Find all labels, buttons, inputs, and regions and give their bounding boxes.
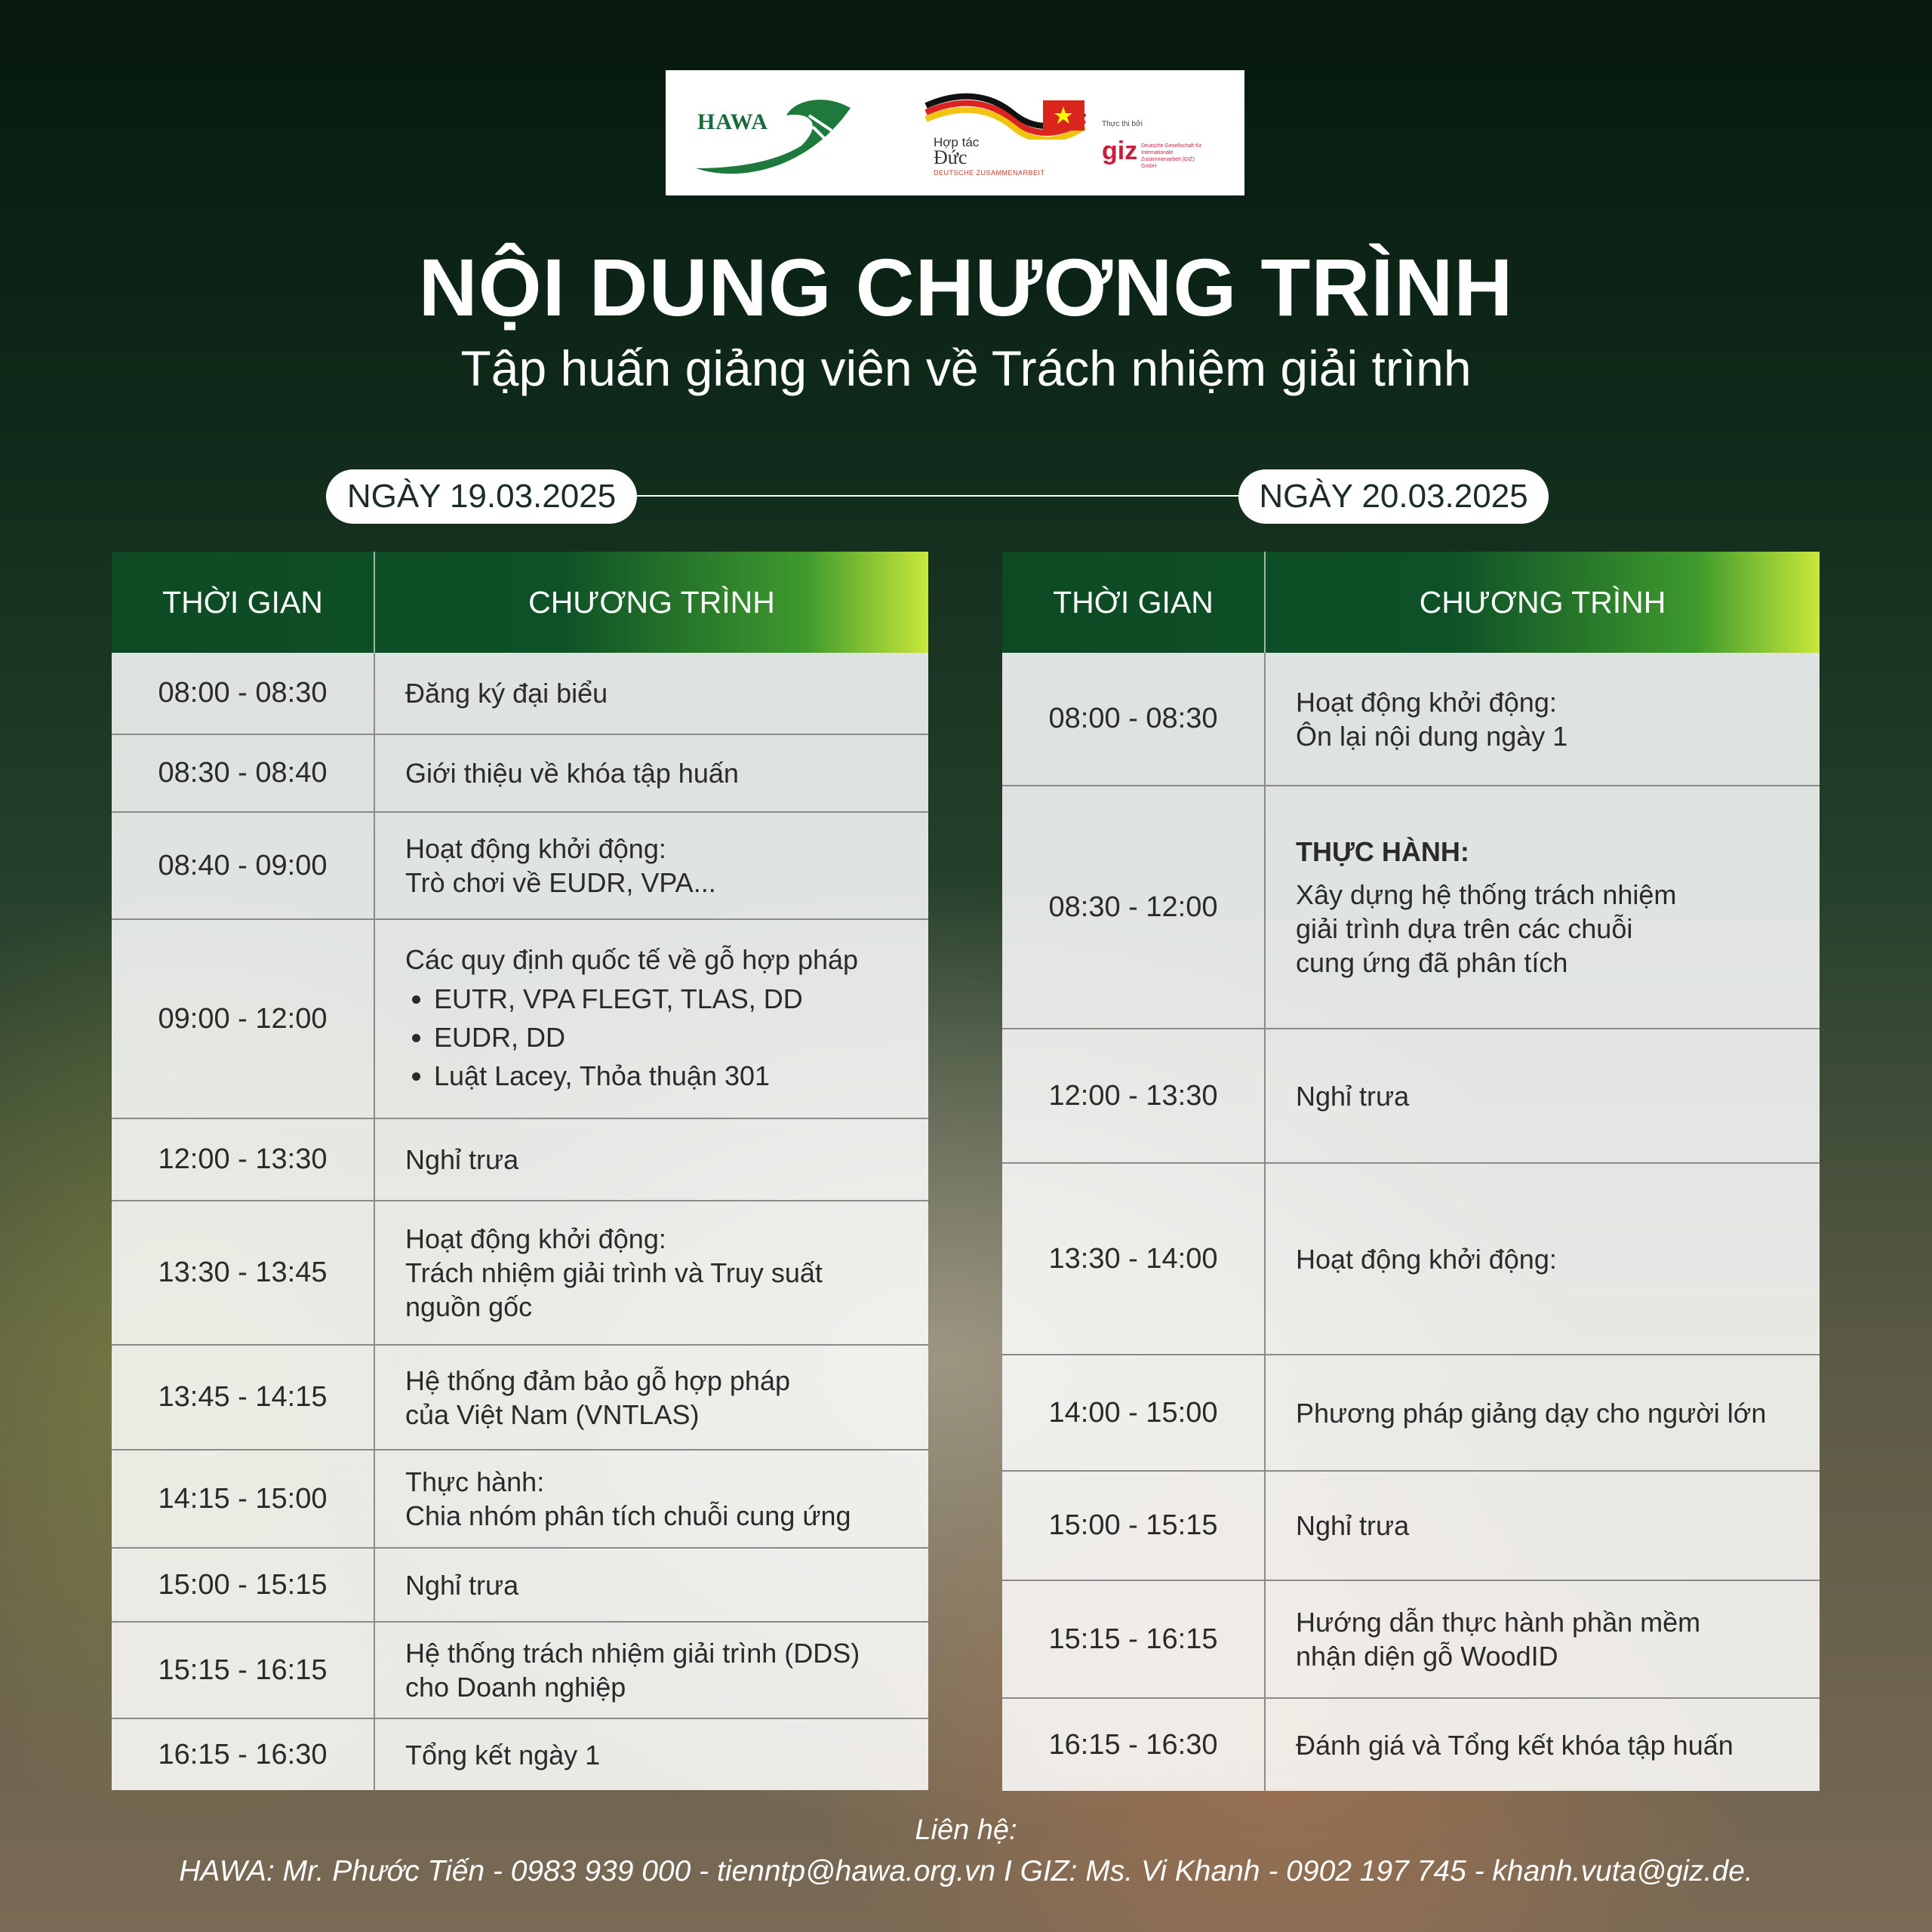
program-cell [375,1346,928,1449]
program-line: nguồn gốc [405,1291,533,1322]
time-cell: 12:00 - 13:30 [1002,1029,1266,1162]
program-cell [1266,1164,1820,1354]
giz-full-name: Deutsche Gesellschaft für Internationale Zusammenarbeit (GIZ) GmbH [1141,143,1202,169]
program-cell [375,920,928,1118]
hoptac-line1: Hợp tác [934,135,980,149]
program-line: Thực hành: [405,1466,545,1497]
time-cell: 13:30 - 14:00 [1002,1164,1266,1354]
table-row [112,811,928,918]
table-row [112,653,928,734]
program-cell [375,1201,928,1344]
giz-logo: giz [1102,137,1138,165]
program-line: Nghỉ trưa [405,1569,519,1601]
time-cell: 14:00 - 15:00 [1002,1355,1266,1470]
program-line: Chia nhóm phân tích chuỗi cung ứng [405,1500,851,1531]
program-line: Ôn lại nội dung ngày 1 [1296,720,1568,752]
time-cell: 08:30 - 08:40 [112,735,375,811]
header-time: THỜI GIAN [112,552,375,653]
contact-label: Liên hệ: [915,1814,1017,1846]
day2-schedule-table [1002,552,1820,1791]
program-line: Nghỉ trưa [405,1144,519,1175]
program-line: Đăng ký đại biểu [405,678,608,709]
table-row [1002,1162,1820,1354]
table-row [112,1718,928,1790]
program-line: Nghỉ trưa [1296,1510,1410,1541]
program-line: Hoạt động khởi động: [1296,1243,1557,1275]
time-cell: 15:15 - 16:15 [112,1623,375,1718]
program-line: Hệ thống đảm bảo gỗ hợp pháp [405,1364,790,1396]
table-body [112,653,928,1790]
program-cell [1266,1699,1820,1791]
table-row [1002,1470,1820,1580]
table-row [112,1118,928,1200]
table-row [1002,1697,1820,1791]
program-line: Hoạt động khởi động: [1296,686,1557,718]
program-line: Các quy định quốc tế về gỗ hợp pháp [405,944,859,975]
time-cell: 08:00 - 08:30 [112,653,375,734]
program-cell [375,735,928,811]
program-heading: THỰC HÀNH: [1296,836,1469,867]
table-row [1002,653,1820,785]
time-cell: 15:00 - 15:15 [1002,1472,1266,1580]
time-cell: 15:15 - 16:15 [1002,1581,1266,1697]
program-line: Hướng dẫn thực hành phần mềm [1296,1607,1701,1638]
program-line: Trò chơi về EUDR, VPA... [405,867,716,898]
bullet-list [405,980,898,1095]
time-cell: 08:40 - 09:00 [112,813,375,918]
program-line: Giới thiệu về khóa tập huấn [405,758,739,789]
header-program: CHƯƠNG TRÌNH [1419,584,1666,620]
table-row [112,1200,928,1344]
table-row [112,1621,928,1718]
time-cell: 09:00 - 12:00 [112,920,375,1118]
header-time: THỜI GIAN [1002,552,1266,653]
time-cell: 14:15 - 15:00 [112,1451,375,1547]
program-line: cho Doanh nghiệp [405,1672,626,1703]
time-cell: 15:00 - 15:15 [112,1549,375,1621]
program-cell [1266,1029,1820,1162]
list-item: • EUTR, VPA FLEGT, TLAS, DD [434,980,898,1018]
program-cell [1266,786,1820,1028]
program-cell [1266,1355,1820,1470]
list-item: • Luật Lacey, Thỏa thuận 301 [434,1057,898,1095]
time-cell: 13:30 - 13:45 [112,1201,375,1344]
time-cell: 16:15 - 16:30 [1002,1699,1266,1791]
program-line: Xây dựng hệ thống trách nhiệm [1296,879,1677,910]
table-header [1002,552,1820,653]
program-cell [375,1719,928,1790]
partner-logos [666,70,1244,195]
program-line: Đánh giá và Tổng kết khóa tập huấn [1296,1729,1734,1761]
table-header [112,552,928,653]
program-line: Phương pháp giảng dạy cho người lớn [1296,1397,1767,1429]
hop-tac-duc-logo [934,135,1045,180]
program-line: Hoạt động khởi động: [405,1223,666,1254]
program-line: giải trình dựa trên các chuỗi [1296,913,1633,944]
page-title: NỘI DUNG CHƯƠNG TRÌNH [418,242,1514,333]
day1-schedule-table [112,552,928,1790]
table-body [1002,653,1820,1791]
table-row [112,1449,928,1547]
program-line: của Việt Nam (VNTLAS) [405,1398,700,1430]
program-cell [375,813,928,918]
contact-details: HAWA: Mr. Phước Tiến - 0983 939 000 - tienntp@hawa.org.vn I GIZ: Ms. Vi Khanh - 0902 197 745 - khanh.vuta@giz.de. [179,1855,1753,1887]
table-row [112,918,928,1118]
table-row [1002,785,1820,1028]
program-line: Trách nhiệm giải trình và Truy suất [405,1257,823,1288]
table-row [1002,1580,1820,1697]
program-line: Nghỉ trưa [1296,1080,1410,1112]
germany-vietnam-flag-icon [922,87,1088,140]
program-cell [1266,1472,1820,1580]
program-cell [1266,653,1820,785]
program-cell [375,1451,928,1547]
program-cell [375,1119,928,1200]
hoptac-line2: Đức [934,146,968,168]
time-cell: 16:15 - 16:30 [112,1719,375,1790]
table-row [1002,1028,1820,1162]
date-connector-line [619,495,1268,497]
day2-date-badge: NGÀY 20.03.2025 [1238,469,1549,524]
hawa-logo-text: HAWA [697,109,769,134]
program-line: Hệ thống trách nhiệm giải trình (DDS) [405,1638,860,1669]
time-cell: 08:30 - 12:00 [1002,786,1266,1028]
time-cell: 13:45 - 14:15 [112,1346,375,1449]
table-row [112,1547,928,1621]
program-cell [375,1623,928,1718]
program-line: Hoạt động khởi động: [405,833,666,864]
hoptac-tagline: DEUTSCHE ZUSAMMENARBEIT [934,169,1045,177]
program-cell [1266,1581,1820,1697]
table-row [112,734,928,811]
program-cell [375,1549,928,1621]
day1-date-badge: NGÀY 19.03.2025 [326,469,637,524]
page-subtitle: Tập huấn giảng viên về Trách nhiệm giải trình [460,340,1472,396]
header-program: CHƯƠNG TRÌNH [528,584,775,620]
time-cell: 12:00 - 13:30 [112,1119,375,1200]
list-item: • EUDR, DD [434,1018,898,1057]
program-line: Tổng kết ngày 1 [405,1739,601,1770]
table-row [112,1344,928,1449]
program-line: nhận diện gỗ WoodID [1296,1641,1558,1672]
time-cell: 08:00 - 08:30 [1002,653,1266,785]
program-cell [375,653,928,734]
program-line: cung ứng đã phân tích [1296,947,1568,978]
implemented-by-label: Thực thi bởi [1102,120,1143,128]
table-row [1002,1354,1820,1470]
